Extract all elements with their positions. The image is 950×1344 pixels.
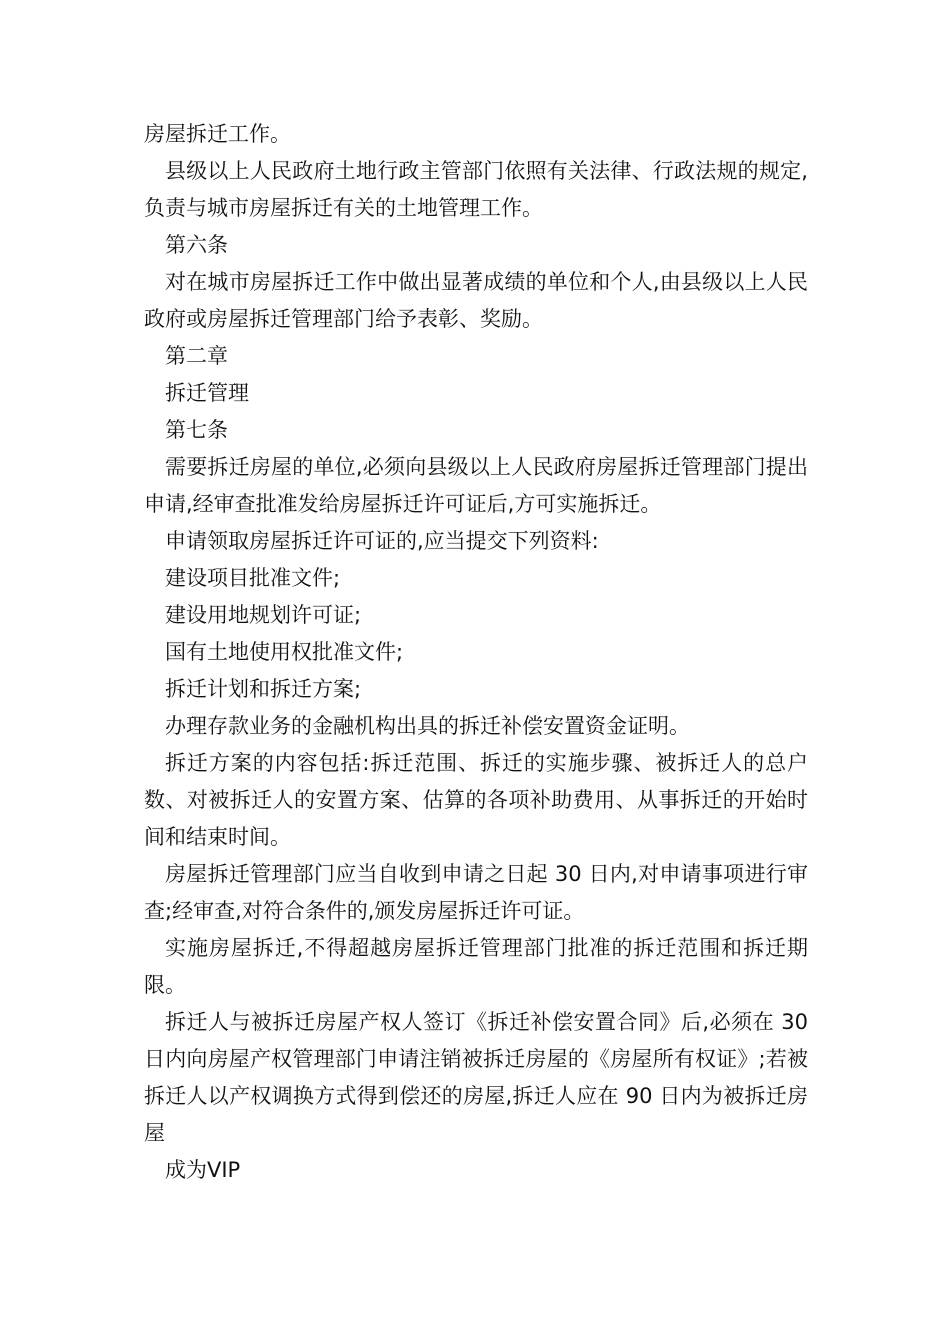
chapter-title: 拆迁管理 — [165, 381, 249, 405]
paragraph: 县级以上人民政府土地行政主管部门依照有关法律、行政法规的规定,负责与城市房屋拆迁有关的土地管理工作。 — [144, 159, 808, 220]
list-item: 建设用地规划许可证; — [165, 603, 362, 627]
paragraph: 拆迁方案的内容包括:拆迁范围、拆迁的实施步骤、被拆迁人的总户数、对被拆迁人的安置方案、估算的各项补助费用、从事拆迁的开始时间和结束时间。 — [144, 751, 808, 849]
paragraph: 房屋拆迁管理部门应当自收到申请之日起 30 日内,对申请事项进行审查;经审查,对符合条件的,颁发房屋拆迁许可证。 — [144, 862, 808, 923]
vip-link[interactable]: 成为VIP — [165, 1158, 241, 1182]
paragraph: 对在城市房屋拆迁工作中做出显著成绩的单位和个人,由县级以上人民政府或房屋拆迁管理部门给予表彰、奖励。 — [144, 270, 808, 331]
document-body — [144, 116, 808, 1189]
list-item: 国有土地使用权批准文件; — [165, 640, 404, 664]
paragraph: 实施房屋拆迁,不得超越房屋拆迁管理部门批准的拆迁范围和拆迁期限。 — [144, 936, 808, 997]
article-heading: 第六条 — [165, 233, 228, 257]
article-heading: 第七条 — [165, 418, 228, 442]
paragraph: 申请领取房屋拆迁许可证的,应当提交下列资料: — [165, 529, 599, 553]
list-item: 办理存款业务的金融机构出具的拆迁补偿安置资金证明。 — [165, 714, 690, 738]
list-item: 拆迁计划和拆迁方案; — [165, 677, 362, 701]
paragraph: 拆迁人与被拆迁房屋产权人签订《拆迁补偿安置合同》后,必须在 30 日内向房屋产权管理部门申请注销被拆迁房屋的《房屋所有权证》;若被拆迁人以产权调换方式得到偿还的房屋,拆迁人应在 90 日内为被拆迁房屋 — [144, 1010, 808, 1145]
paragraph: 需要拆迁房屋的单位,必须向县级以上人民政府房屋拆迁管理部门提出申请,经审查批准发给房屋拆迁许可证后,方可实施拆迁。 — [144, 455, 808, 516]
chapter-heading: 第二章 — [165, 344, 228, 368]
list-item: 建设项目批准文件; — [165, 566, 341, 590]
paragraph-continuation: 房屋拆迁工作。 — [144, 122, 291, 146]
